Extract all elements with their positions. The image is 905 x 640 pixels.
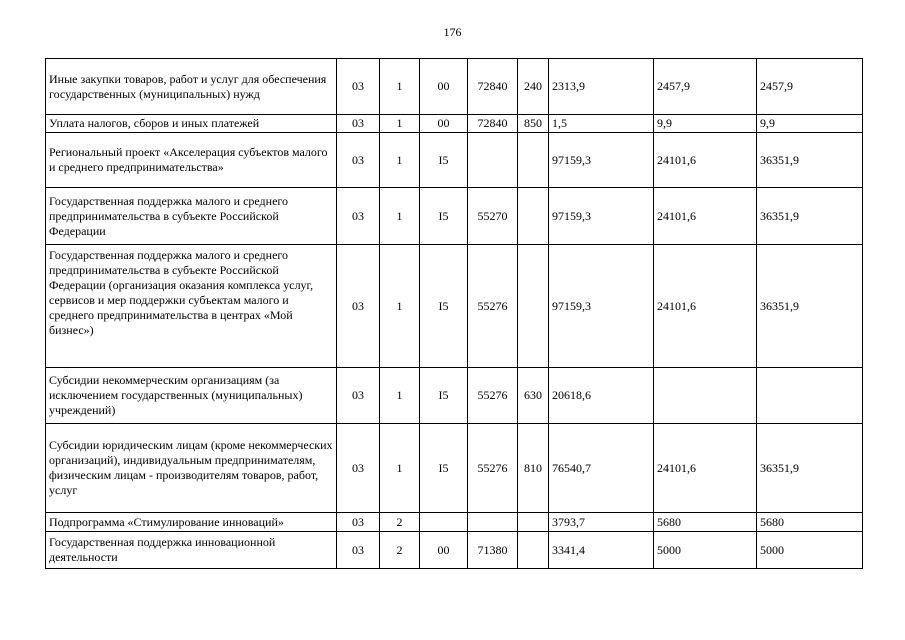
cell-section: 03 [337, 513, 380, 532]
cell-section: 03 [337, 245, 380, 368]
cell-direction [468, 513, 518, 532]
cell-program: 2 [380, 532, 420, 569]
cell-value-3: 2457,9 [757, 59, 863, 115]
table-row [46, 424, 863, 513]
cell-value-3 [757, 368, 863, 424]
cell-program: 1 [380, 133, 420, 188]
cell-subprogram: I5 [420, 245, 468, 368]
cell-subprogram: 00 [420, 532, 468, 569]
cell-direction: 72840 [468, 59, 518, 115]
cell-subprogram: I5 [420, 188, 468, 245]
cell-value-1: 20618,6 [549, 368, 654, 424]
cell-section: 03 [337, 532, 380, 569]
cell-value-2: 24101,6 [654, 188, 757, 245]
cell-value-1: 1,5 [549, 115, 654, 133]
table-row [46, 59, 863, 115]
cell-value-3: 36351,9 [757, 133, 863, 188]
cell-value-1: 76540,7 [549, 424, 654, 513]
row-name: Региональный проект «Акселерация субъектов малого и среднего предпринимательства» [46, 133, 337, 188]
cell-subprogram: I5 [420, 368, 468, 424]
cell-section: 03 [337, 133, 380, 188]
cell-program: 1 [380, 115, 420, 133]
cell-value-3: 36351,9 [757, 424, 863, 513]
cell-expense-type: 240 [518, 59, 549, 115]
cell-value-1: 2313,9 [549, 59, 654, 115]
page-number: 176 [443, 25, 462, 39]
cell-program: 1 [380, 188, 420, 245]
cell-value-2: 5680 [654, 513, 757, 532]
row-name: Государственная поддержка инновационной деятельности [46, 532, 337, 569]
cell-value-2: 5000 [654, 532, 757, 569]
row-name: Государственная поддержка малого и среднего предпринимательства в субъекте Российской Федерации [46, 188, 337, 245]
cell-expense-type [518, 245, 549, 368]
cell-value-3: 5680 [757, 513, 863, 532]
cell-section: 03 [337, 368, 380, 424]
cell-program: 1 [380, 245, 420, 368]
cell-expense-type: 810 [518, 424, 549, 513]
cell-section: 03 [337, 115, 380, 133]
row-name: Подпрограмма «Стимулирование инноваций» [46, 513, 337, 532]
cell-direction: 55276 [468, 368, 518, 424]
cell-direction: 72840 [468, 115, 518, 133]
table-row [46, 133, 863, 188]
cell-expense-type: 630 [518, 368, 549, 424]
cell-value-2: 24101,6 [654, 245, 757, 368]
cell-direction: 55276 [468, 245, 518, 368]
cell-value-3: 36351,9 [757, 245, 863, 368]
cell-value-1: 3793,7 [549, 513, 654, 532]
cell-value-1: 97159,3 [549, 188, 654, 245]
cell-program: 1 [380, 424, 420, 513]
cell-value-2: 24101,6 [654, 133, 757, 188]
cell-value-2 [654, 368, 757, 424]
cell-subprogram: I5 [420, 424, 468, 513]
cell-program: 2 [380, 513, 420, 532]
table-row [46, 188, 863, 245]
cell-value-3: 9,9 [757, 115, 863, 133]
table-row [46, 245, 863, 368]
cell-subprogram: 00 [420, 115, 468, 133]
table-row [46, 513, 863, 532]
cell-section: 03 [337, 59, 380, 115]
row-name: Государственная поддержка малого и среднего предпринимательства в субъекте Российской Федерации (организация оказания комплекса услуг, сервисов и мер поддержки субъектам малого и среднего предпринимательства в центрах «Мой бизнес») [46, 245, 337, 368]
cell-value-2: 2457,9 [654, 59, 757, 115]
table-row [46, 532, 863, 569]
table-row [46, 115, 863, 133]
cell-program: 1 [380, 368, 420, 424]
row-name: Субсидии юридическим лицам (кроме некоммерческих организаций), индивидуальным предпринимателям, физическим лицам - производителям товаров, работ, услуг [46, 424, 337, 513]
cell-program: 1 [380, 59, 420, 115]
cell-subprogram [420, 513, 468, 532]
row-name: Уплата налогов, сборов и иных платежей [46, 115, 337, 133]
cell-value-3: 5000 [757, 532, 863, 569]
cell-section: 03 [337, 424, 380, 513]
cell-expense-type: 850 [518, 115, 549, 133]
cell-value-1: 97159,3 [549, 133, 654, 188]
cell-expense-type [518, 188, 549, 245]
cell-expense-type [518, 513, 549, 532]
cell-section: 03 [337, 188, 380, 245]
cell-expense-type [518, 133, 549, 188]
cell-direction: 55276 [468, 424, 518, 513]
cell-expense-type [518, 532, 549, 569]
budget-table [45, 58, 863, 569]
cell-value-2: 9,9 [654, 115, 757, 133]
cell-value-1: 97159,3 [549, 245, 654, 368]
cell-subprogram: I5 [420, 133, 468, 188]
cell-value-3: 36351,9 [757, 188, 863, 245]
cell-direction [468, 133, 518, 188]
cell-direction: 71380 [468, 532, 518, 569]
cell-value-2: 24101,6 [654, 424, 757, 513]
row-name: Субсидии некоммерческим организациям (за исключением государственных (муниципальных) учреждений) [46, 368, 337, 424]
cell-value-1: 3341,4 [549, 532, 654, 569]
table-row [46, 368, 863, 424]
cell-direction: 55270 [468, 188, 518, 245]
cell-subprogram: 00 [420, 59, 468, 115]
row-name: Иные закупки товаров, работ и услуг для обеспечения государственных (муниципальных) нужд [46, 59, 337, 115]
